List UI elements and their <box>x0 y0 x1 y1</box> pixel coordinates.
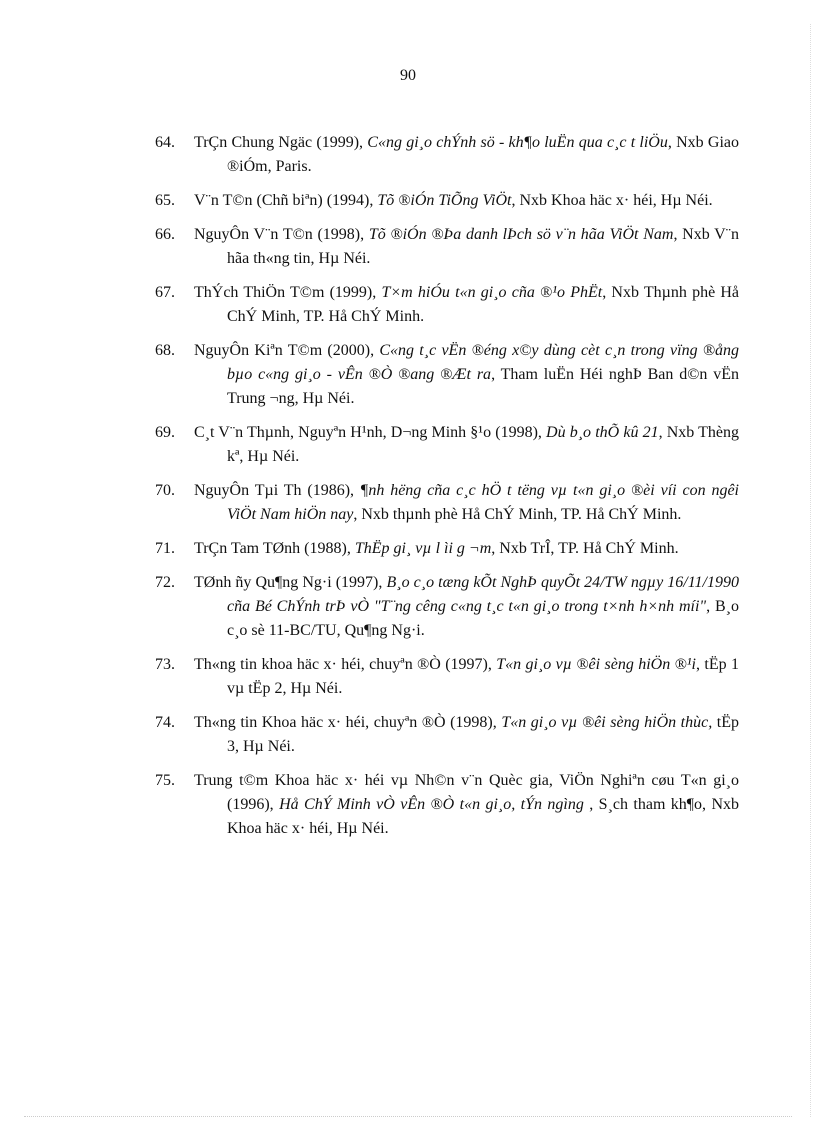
reference-title: B¸o c¸o tæng kÕt NghÞ quyÕt 24/TW ngµy 16/11/1990 cña Bé ChÝnh trÞ vÒ "T¨ng cêng c«ng t¸c t«n gi¸o trong t×nh h×nh míi" <box>227 574 739 615</box>
reference-authors: TØnh ñy Qu¶ng Ng·i (1997), <box>194 574 387 591</box>
reference-authors: Trung t©m Khoa häc x· héi vµ Nh©n v¨n Quèc gia, ViÖn Nghiªn cøu T«n gi¸o (1996), <box>194 772 739 813</box>
page-right-border <box>810 24 811 1117</box>
reference-publisher: , Nxb Thµnh phè Hå ChÝ Minh, TP. Hå ChÝ Minh. <box>227 284 740 325</box>
reference-authors: NguyÔn V¨n T©n (1998), <box>194 226 369 243</box>
reference-publisher: , S¸ch tham kh¶o, Nxb Khoa häc x· héi, Hµ Néi. <box>227 796 740 837</box>
reference-authors: Th«ng tin Khoa häc x· héi, chuyªn ®Ò (1998), <box>194 714 502 731</box>
reference-authors: Th«ng tin khoa häc x· héi, chuyªn ®Ò (1997), <box>194 656 497 673</box>
reference-number: 67. <box>155 284 175 301</box>
reference-item <box>155 281 739 329</box>
reference-publisher: , Nxb TrÎ, TP. Hå ChÝ Minh. <box>491 540 679 557</box>
reference-number: 66. <box>155 226 175 243</box>
reference-title: ThËp gi¸ vµ l ìi g ¬m <box>354 540 492 557</box>
reference-publisher: , Nxb Khoa häc x· héi, Hµ Néi. <box>511 192 713 209</box>
reference-title: ¶nh hëng cña c¸c hÖ t tëng vµ t«n gi¸o ®èi víi con ngêi ViÖt Nam hiÖn nay <box>227 482 740 523</box>
reference-item <box>155 653 739 701</box>
reference-publisher: tËp 3, Hµ Néi. <box>227 714 740 755</box>
page-number: 90 <box>400 67 416 84</box>
reference-publisher: , Nxb V¨n hãa th«ng tin, Hµ Néi. <box>227 226 740 267</box>
reference-title: Tõ ®iÓn ®Þa danh lÞch sö v¨n hãa ViÖt Nam <box>368 226 674 243</box>
reference-item <box>155 571 739 643</box>
reference-title: Tõ ®iÓn TiÕng ViÖt <box>377 192 512 209</box>
reference-authors: TrÇn Tam TØnh (1988), <box>194 540 355 557</box>
reference-authors: V¨n T©n (Chñ biªn) (1994), <box>194 192 378 209</box>
reference-list <box>155 131 739 851</box>
reference-number: 68. <box>155 342 175 359</box>
reference-publisher: , Nxb Thèng kª, Hµ Néi. <box>227 424 739 465</box>
reference-title: C«ng t¸c vËn ®éng x©y dùng cèt c¸n trong vïng ®ång bµo c«ng gi¸o - vÊn ®Ò ®ang ®Æt ra <box>227 342 739 383</box>
reference-publisher: , tËp 1 vµ tËp 2, Hµ Néi. <box>227 656 739 697</box>
reference-number: 72. <box>155 574 175 591</box>
reference-number: 69. <box>155 424 175 441</box>
reference-number: 65. <box>155 192 175 209</box>
reference-number: 74. <box>155 714 175 731</box>
reference-title: Hå ChÝ Minh vÒ vÊn ®Ò t«n gi¸o, tÝn ngìng <box>279 796 584 813</box>
reference-title: T×m hiÓu t«n gi¸o cña ®¹o PhËt <box>381 284 603 301</box>
reference-item <box>155 537 739 561</box>
reference-authors: NguyÔn Kiªn T©m (2000), <box>194 342 380 359</box>
reference-item <box>155 223 739 271</box>
reference-authors: TrÇn Chung Ngäc (1999), <box>194 134 368 151</box>
reference-item <box>155 339 739 411</box>
reference-authors: NguyÔn Tµi Th (1986), <box>194 482 360 499</box>
reference-publisher: , Tham luËn Héi nghÞ Ban d©n vËn Trung ¬ng, Hµ Néi. <box>227 366 740 407</box>
reference-title: T«n gi¸o vµ ®êi sèng hiÖn ®¹i <box>496 656 696 673</box>
page-bottom-border <box>24 1116 792 1117</box>
reference-title: T«n gi¸o vµ ®êi sèng hiÖn thùc, <box>501 714 713 731</box>
reference-publisher: , Nxb thµnh phè Hå ChÝ Minh, TP. Hå ChÝ Minh. <box>353 506 682 523</box>
reference-publisher: , B¸o c¸o sè 11-BC/TU, Qu¶ng Ng·i. <box>227 598 740 639</box>
reference-title: C«ng gi¸o chÝnh sö - kh¶o luËn qua c¸c t liÖu <box>367 134 668 151</box>
reference-item <box>155 189 739 213</box>
reference-number: 71. <box>155 540 175 557</box>
reference-item <box>155 131 739 179</box>
reference-item <box>155 479 739 527</box>
reference-authors: C¸t V¨n Thµnh, Nguyªn H¹nh, D¬ng Minh §¹o (1998), <box>194 424 547 441</box>
reference-item <box>155 711 739 759</box>
reference-title: Dù b¸o thÕ kû 21 <box>546 424 659 441</box>
reference-number: 73. <box>155 656 175 673</box>
reference-item <box>155 769 739 841</box>
reference-number: 64. <box>155 134 175 151</box>
reference-number: 75. <box>155 772 175 789</box>
reference-authors: ThÝch ThiÖn T©m (1999), <box>194 284 382 301</box>
reference-item <box>155 421 739 469</box>
reference-number: 70. <box>155 482 175 499</box>
reference-publisher: , Nxb Giao ®iÓm, Paris. <box>227 134 740 175</box>
